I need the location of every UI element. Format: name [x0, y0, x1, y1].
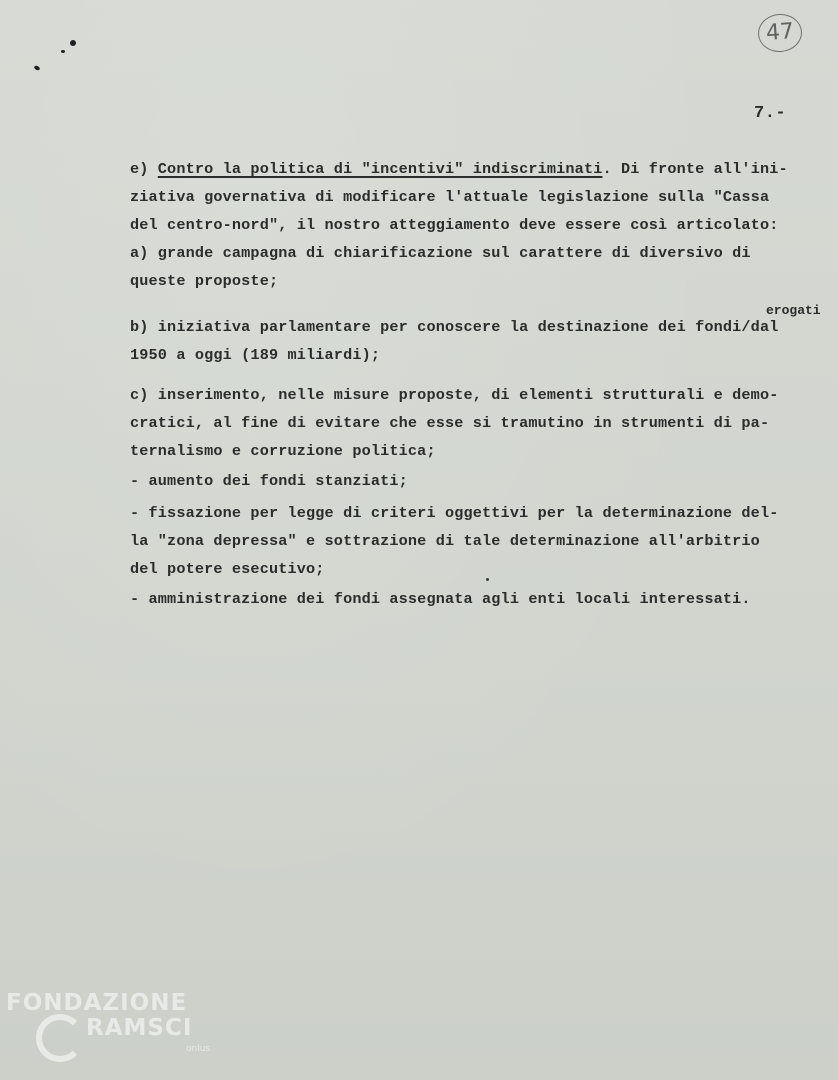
text-line — [130, 160, 788, 178]
item-label: e) — [130, 160, 158, 178]
text-line: cratici, al fine di evitare che esse si tramutino in strumenti di pa- — [130, 414, 770, 432]
ink-speck — [61, 50, 65, 53]
watermark-suffix: onlus — [186, 1044, 211, 1054]
text-line: - amministrazione dei fondi assegnata agli enti locali interessati. — [130, 590, 751, 608]
watermark-g-icon — [36, 1014, 84, 1062]
ink-speck — [70, 40, 76, 46]
section-heading: Contro la politica di "incentivi" indiscriminati — [157, 160, 603, 178]
text-line: del centro-nord", il nostro atteggiamento deve essere così articolato: — [130, 216, 779, 234]
ink-speck — [33, 65, 40, 71]
watermark-line2: RAMSCI — [86, 1015, 193, 1041]
page-number: 7.- — [754, 104, 787, 123]
watermark-logo — [6, 990, 216, 1070]
watermark-line1: FONDAZIONE — [6, 990, 188, 1016]
text-line: la "zona depressa" e sottrazione di tale determinazione all'arbitrio — [130, 532, 760, 550]
archive-folio-number: 47 — [757, 13, 804, 54]
text-line: del potere esecutivo; — [130, 560, 325, 578]
text-line: - fissazione per legge di criteri oggettivi per la determinazione del- — [130, 504, 779, 522]
text-line: a) grande campagna di chiarificazione sul carattere di diversivo di — [130, 244, 751, 262]
text-line: b) iniziativa parlamentare per conoscere la destinazione dei fondi/dal — [130, 318, 779, 336]
text-line: ziativa governativa di modificare l'attuale legislazione sulla "Cassa — [130, 188, 770, 206]
text-line: - aumento dei fondi stanziati; — [130, 472, 408, 490]
interlinear-insert: erogati — [766, 303, 821, 318]
ink-dot — [486, 578, 489, 581]
text-line: 1950 a oggi (189 miliardi); — [130, 346, 381, 364]
text-line: c) inserimento, nelle misure proposte, di elementi strutturali e demo- — [130, 386, 779, 404]
text-line: ternalismo e corruzione politica; — [130, 442, 436, 460]
text-line: queste proposte; — [130, 272, 279, 290]
text-run: . Di fronte all'ini- — [602, 160, 788, 178]
